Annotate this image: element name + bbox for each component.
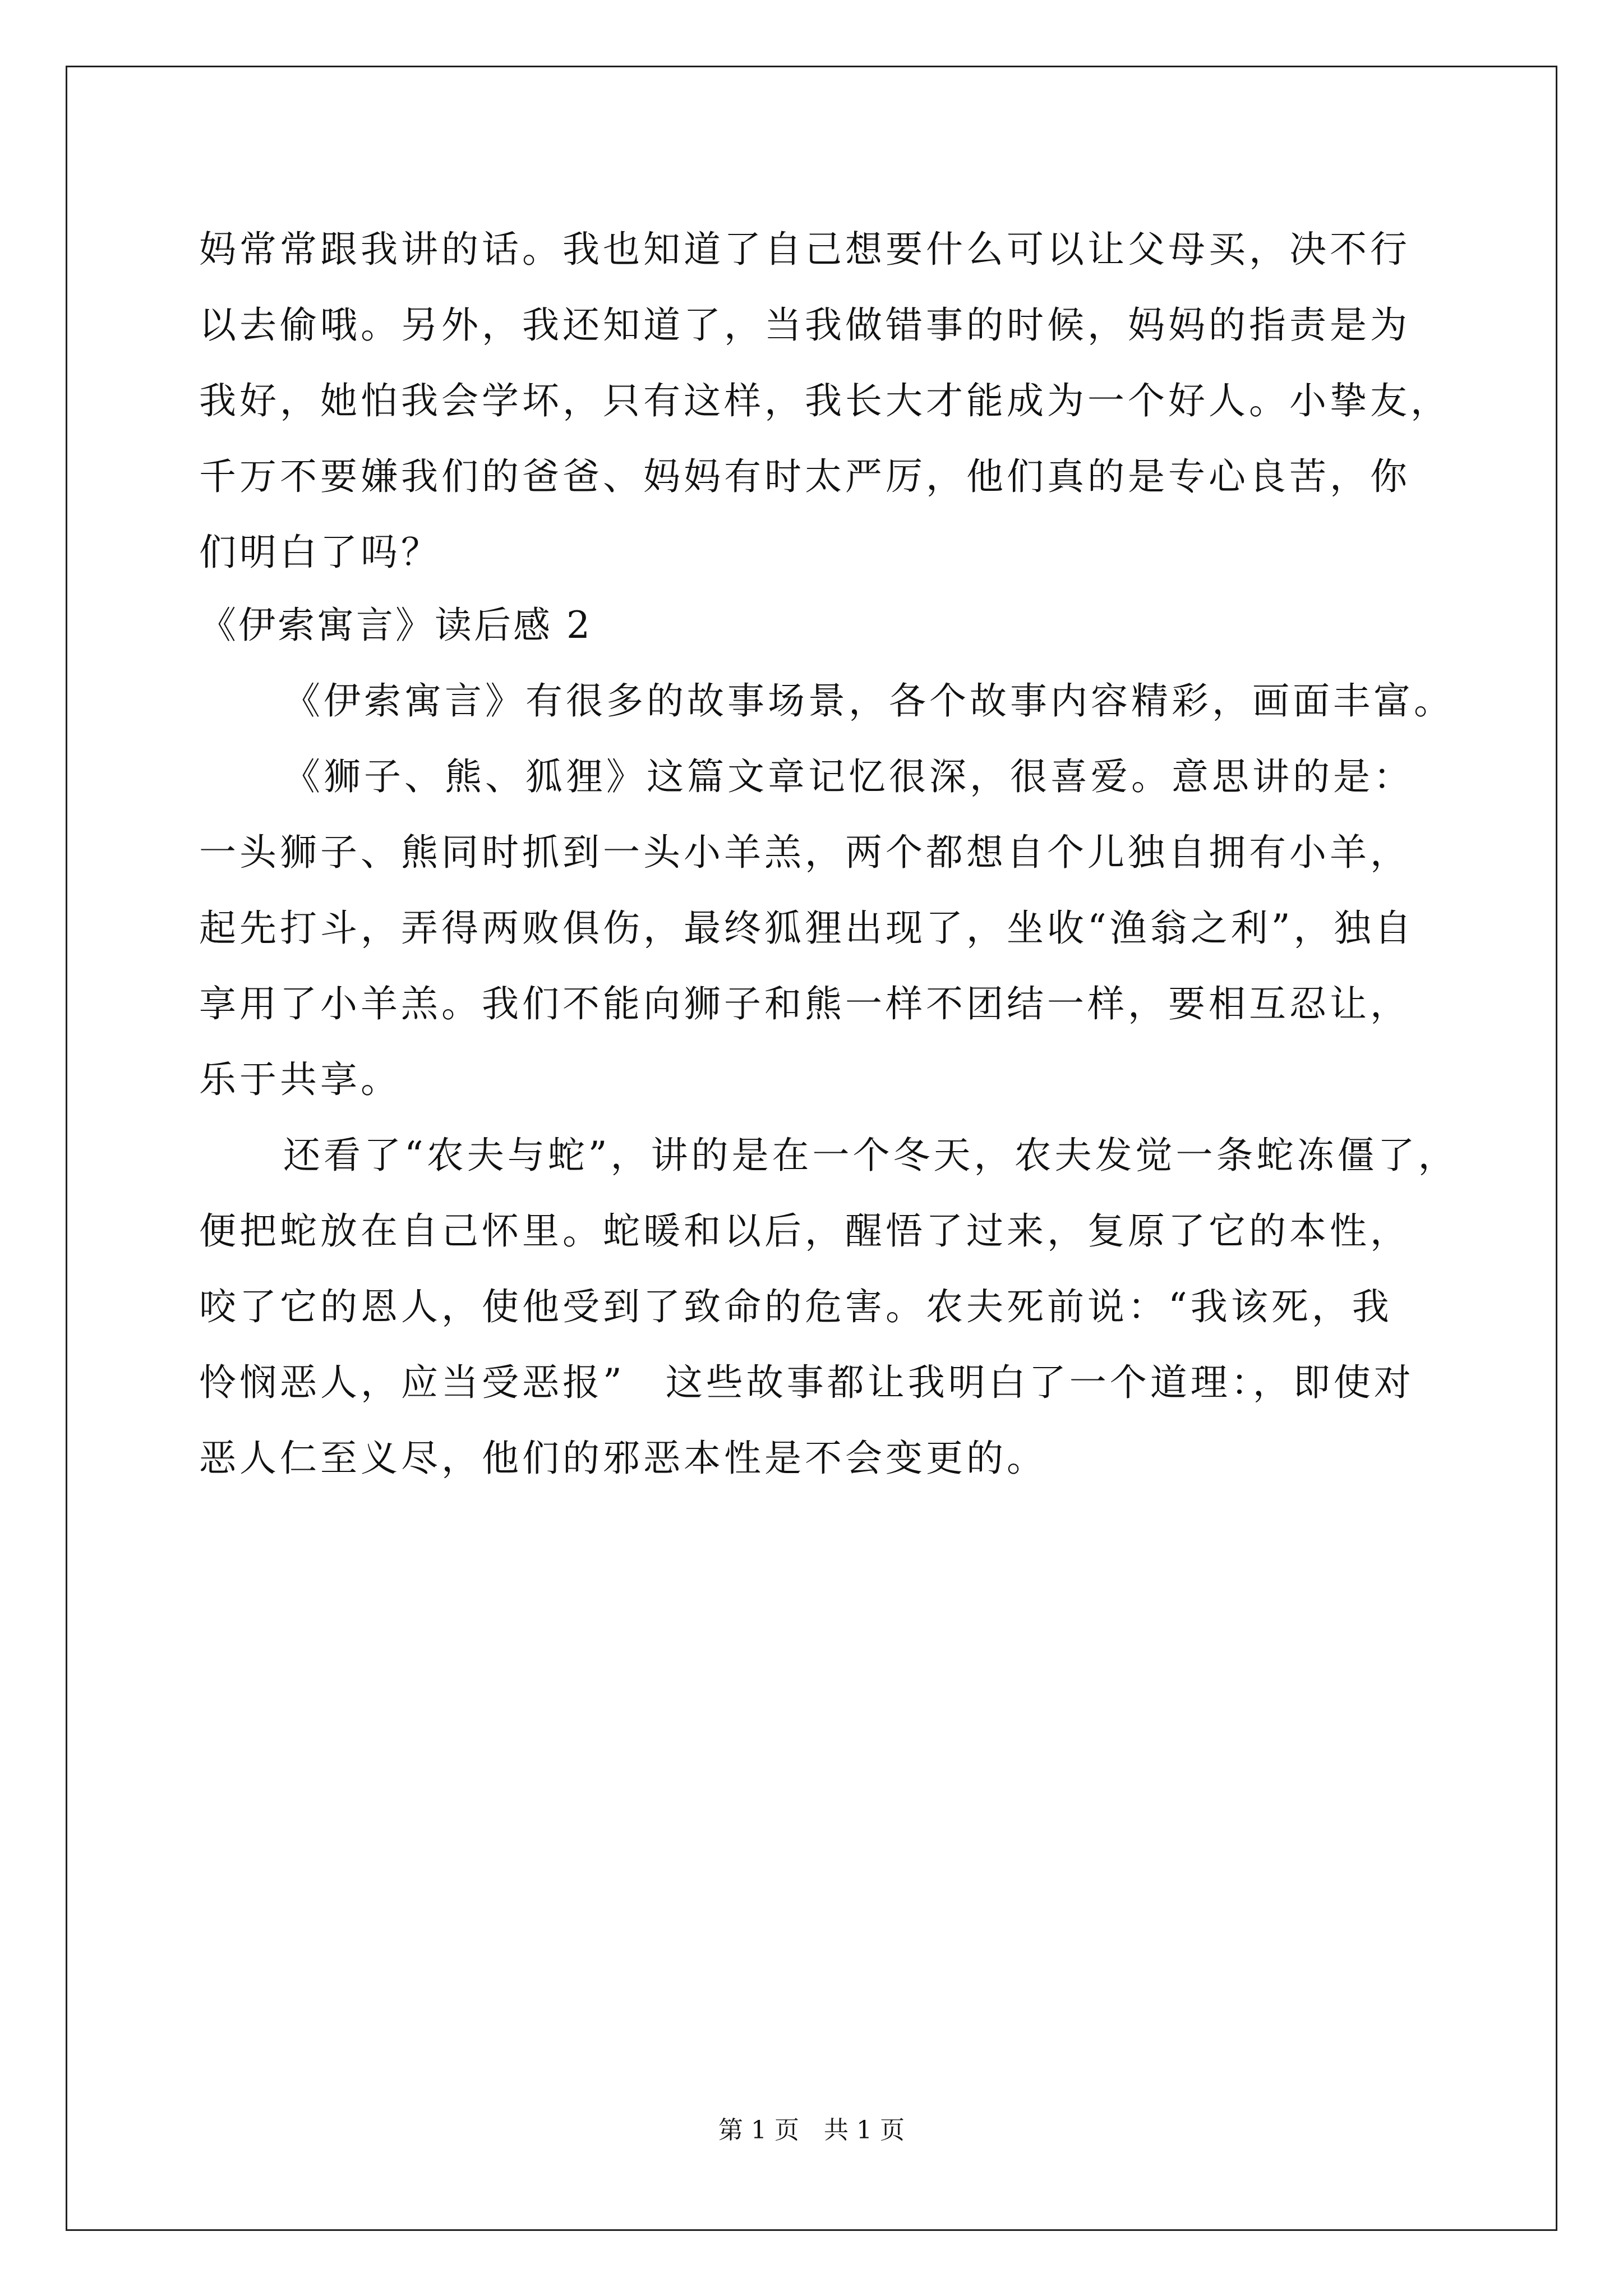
text-line: 便把蛇放在自己怀里。蛇暖和以后，醒悟了过来，复原了它的本性， — [199, 1209, 1410, 1253]
text-line: 一头狮子、熊同时抓到一头小羊羔，两个都想自个儿独自拥有小羊， — [199, 831, 1410, 874]
text-line: 们明白了吗？ — [199, 531, 441, 574]
text-line: 乐于共享。 — [199, 1058, 401, 1101]
text-line: 起先打斗，弄得两败俱伤，最终狐狸出现了，坐收“渔翁之利”，独自 — [199, 907, 1415, 950]
text-line: 《伊索寓言》有很多的故事场景，各个故事内容精彩，画面丰富。 — [283, 679, 1454, 723]
page-footer: 第 1 页 共 1 页 — [718, 2116, 905, 2145]
text-line: 咬了它的恩人，使他受到了致命的危害。农夫死前说：“我该死，我 — [199, 1285, 1393, 1328]
text-line: 恶人仁至义尽，他们的邪恶本性是不会变更的。 — [199, 1437, 1047, 1480]
text-line: 千万不要嫌我们的爸爸、妈妈有时太严厉，他们真的是专心良苦，你 — [199, 455, 1410, 498]
text-line: 妈常常跟我讲的话。我也知道了自己想要什么可以让父母买，决不行 — [199, 228, 1410, 271]
text-line: 我好，她怕我会学坏，只有这样，我长大才能成为一个好人。小挚友， — [199, 379, 1451, 422]
text-line: 还看了“农夫与蛇”，讲的是在一个冬天，农夫发觉一条蛇冻僵了， — [283, 1134, 1459, 1177]
text-line: 以去偷哦。另外，我还知道了，当我做错事的时候，妈妈的指责是为 — [199, 303, 1410, 347]
text-line: 《狮子、熊、狐狸》这篇文章记忆很深，很喜爱。意思讲的是： — [283, 755, 1414, 798]
text-line: 怜悯恶人，应当受恶报” 这些故事都让我明白了一个道理：，即使对 — [199, 1361, 1414, 1404]
section-heading: 《伊索寓言》读后感 2 — [199, 604, 592, 647]
text-line: 享用了小羊羔。我们不能向狮子和熊一样不团结一样，要相互忍让， — [199, 982, 1410, 1025]
